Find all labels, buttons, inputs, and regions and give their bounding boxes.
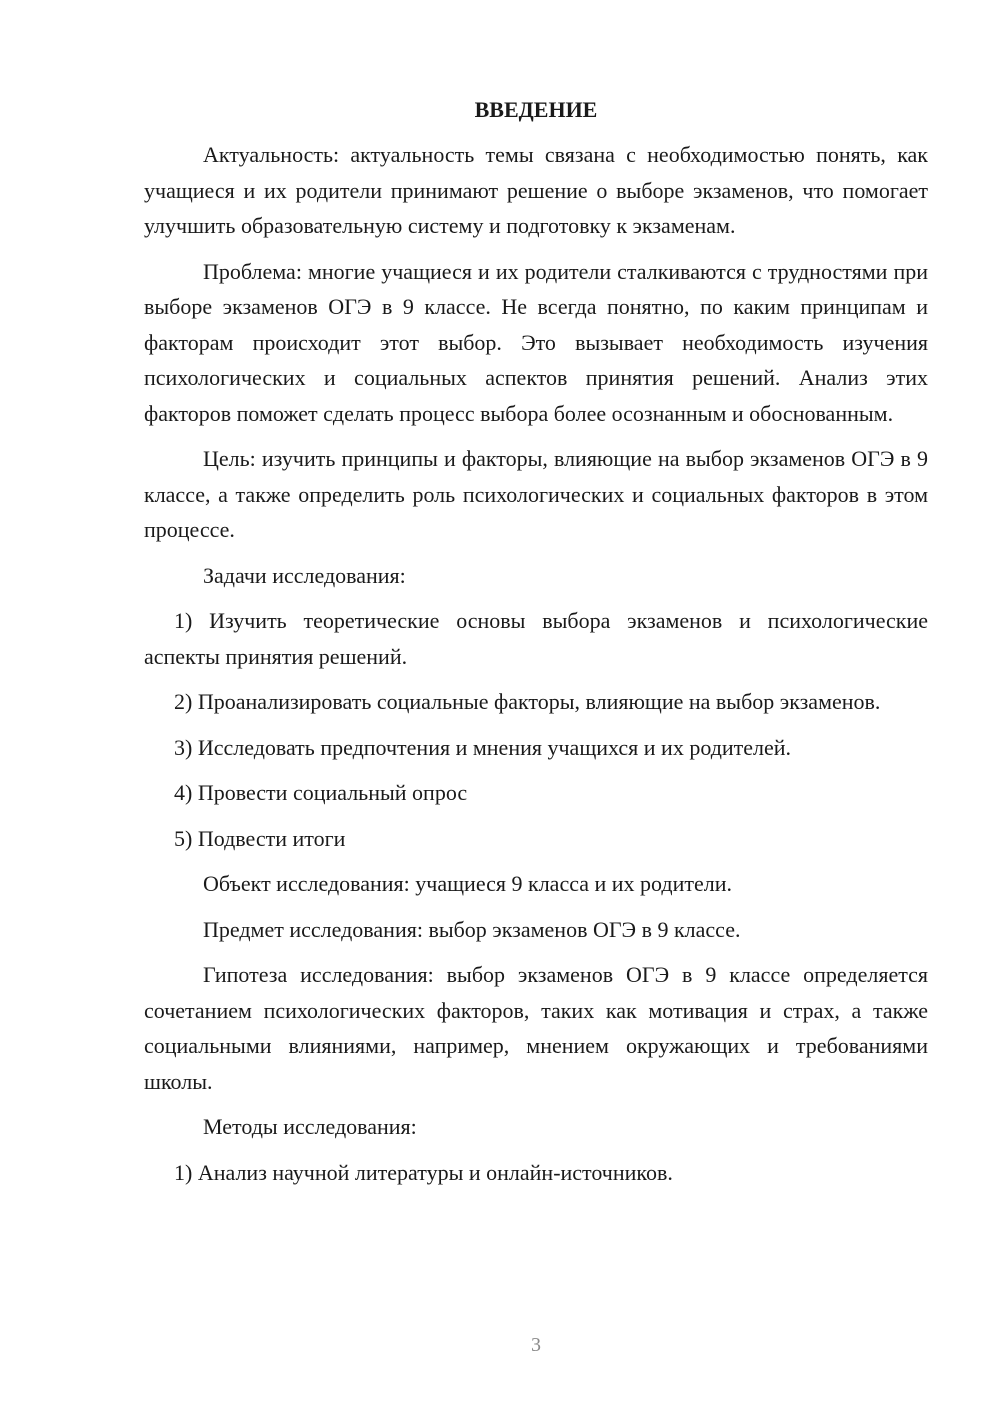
paragraph-relevance: Актуальность: актуальность темы связана с необходимостью понять, как учащиеся и их родители принимают решение о выборе экзаменов, что помогает улучшить образовательную систему и подготовку к экзаменам.: [144, 142, 928, 238]
method-item-1: 1) Анализ научной литературы и онлайн-источников.: [174, 1159, 673, 1185]
document-body: [144, 92, 928, 1200]
tasks-heading: Задачи исследования:: [203, 562, 406, 588]
paragraph-hypothesis: Гипотеза исследования: выбор экзаменов ОГЭ в 9 классе определяется сочетанием психологических факторов, таких как мотивация и страх, а также социальными влияниями, например, мнением окружающих и требованиями школы.: [144, 962, 928, 1094]
methods-heading: Методы исследования:: [203, 1114, 417, 1139]
section-title: ВВЕДЕНИЕ: [474, 97, 598, 122]
task-item-4: 4) Провести социальный опрос: [174, 780, 468, 805]
page-number: 3: [531, 1334, 541, 1356]
task-item-2: 2) Проанализировать социальные факторы, влияющие на выбор экзаменов.: [174, 689, 881, 714]
paragraph-goal: Цель: изучить принципы и факторы, влияющие на выбор экзаменов ОГЭ в 9 классе, а также определить роль психологических и социальных факторов в этом процессе.: [144, 446, 928, 542]
task-item-1: 1) Изучить теоретические основы выбора экзаменов и психологические аспекты принятия решений.: [144, 608, 928, 669]
task-item-5: 5) Подвести итоги: [174, 825, 346, 851]
paragraph-subject: Предмет исследования: выбор экзаменов ОГЭ в 9 классе.: [203, 916, 741, 942]
task-item-3: 3) Исследовать предпочтения и мнения учащихся и их родителей.: [174, 734, 792, 760]
paragraph-problem: Проблема: многие учащиеся и их родители сталкиваются с трудностями при выборе экзаменов ОГЭ в 9 классе. Не всегда понятно, по каким принципам и факторам происходит этот выбор. Это вызывает необходимость изучения психологических и социальных аспектов принятия решений. Анализ этих факторов поможет сделать процесс выбора более осознанным и обоснованным.: [144, 258, 928, 426]
paragraph-object: Объект исследования: учащиеся 9 класса и их родители.: [203, 871, 733, 896]
